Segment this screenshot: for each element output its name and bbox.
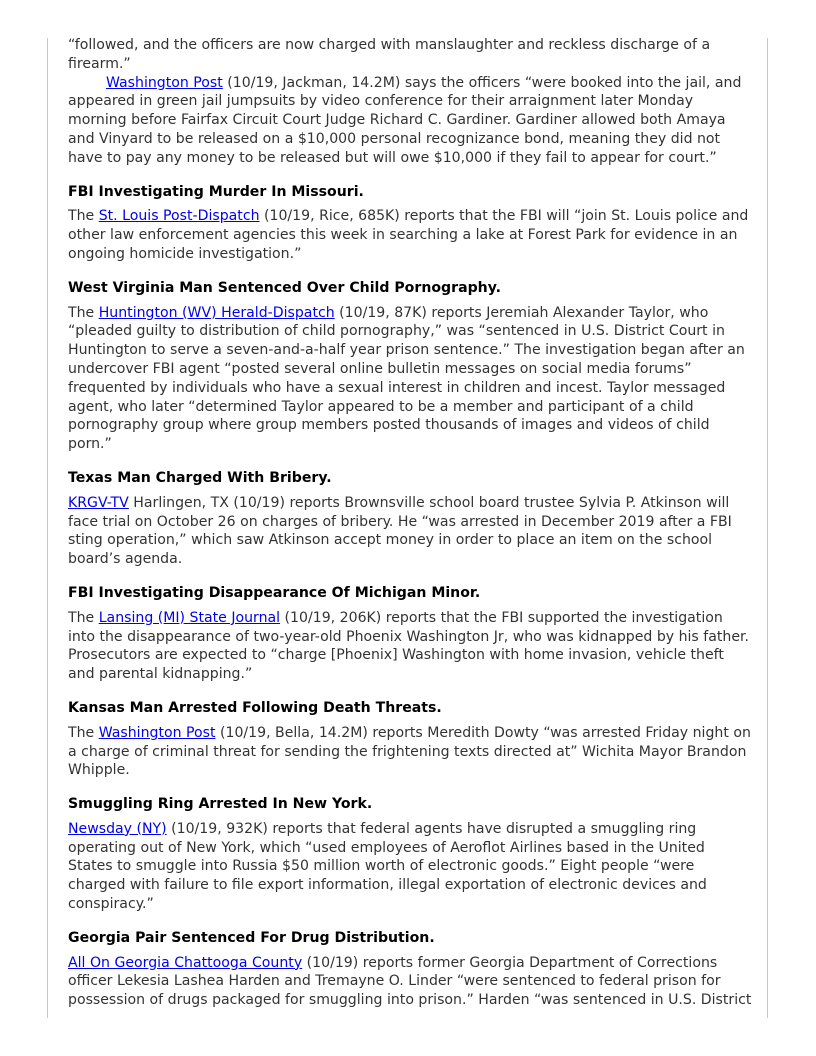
article-text: Harlingen, TX (10/19) reports Brownsville school board trustee Sylvia P. Atkinson will face trial on October 26 on charges of bribery. He “was arrested in December 2019 after a FBI sting operation,” which saw Atkinson accept money in order to place an item on the school board’s agenda.	[68, 494, 732, 568]
article	[68, 929, 752, 1010]
article-headline: Smuggling Ring Arrested In New York.	[68, 796, 373, 813]
article-headline: FBI Investigating Disappearance Of Michigan Minor.	[68, 584, 481, 601]
article-prefix: The	[68, 208, 99, 225]
article-text: (10/19, Rice, 685K) reports that the FBI will “join St. Louis police and other law enforcement agencies this week in searching a lake at Forest Park for evidence in an ongoing homicide investigation.”	[68, 208, 749, 262]
article-prefix: The	[68, 724, 99, 741]
source-link-washington-post[interactable]: Washington Post	[106, 74, 223, 91]
article-body	[68, 207, 752, 263]
article-headline: West Virginia Man Sentenced Over Child Pornography.	[68, 279, 501, 296]
news-clips-page	[68, 36, 752, 1010]
left-margin-rule	[47, 38, 48, 1018]
article-text: (10/19) reports former Georgia Department of Corrections officer Lekesia Lashea Harden and Tremayne O. Linder “were sentenced to federal prison for possession of drugs packaged for smuggling into prison.” Harden “was sentenced in U.S. District	[68, 954, 752, 1009]
article	[68, 699, 752, 780]
article	[68, 795, 752, 914]
article-text: (10/19, 206K) reports that the FBI supported the investigation into the disappearance of two-year-old Phoenix Washington Jr, who was kidnapped by his father. Prosecutors are expected to “charge [Phoenix] Washington with home invasion, vehicle theft and parental kidnapping.”	[68, 609, 749, 683]
article-text: (10/19, 932K) reports that federal agents have disrupted a smuggling ring operating out of New York, which “used employees of Aeroflot Airlines based in the United States to smuggle into Russia $50 million worth of electronic goods.” Eight people “were charged with failure to file export information, illegal exportation of electronic devices and conspiracy.”	[68, 820, 707, 913]
article-body	[68, 954, 752, 1010]
article-body	[68, 494, 752, 569]
article-prefix: The	[68, 609, 99, 626]
source-link[interactable]: St. Louis Post-Dispatch	[98, 208, 260, 225]
source-link[interactable]: KRGV-TV	[68, 494, 129, 511]
intro-paragraph-continuation: “followed, and the officers are now charged with manslaughter and reckless discharge of a firearm.”	[68, 37, 711, 72]
article-prefix: The	[68, 304, 99, 321]
article-headline: Kansas Man Arrested Following Death Threats.	[68, 699, 442, 716]
article-headline: FBI Investigating Murder In Missouri.	[68, 183, 364, 200]
article-text: (10/19, Bella, 14.2M) reports Meredith Dowty “was arrested Friday night on a charge of criminal threat for sending the frightening texts directed at” Wichita Mayor Brandon Whipple.	[68, 724, 751, 779]
intro-paragraph	[68, 74, 752, 168]
source-link[interactable]: Lansing (MI) State Journal	[98, 609, 281, 626]
source-link[interactable]: Huntington (WV) Herald-Dispatch	[98, 304, 335, 321]
article	[68, 584, 752, 684]
article-body	[68, 304, 752, 454]
article-headline: Texas Man Charged With Bribery.	[68, 469, 332, 486]
source-link[interactable]: Washington Post	[98, 724, 216, 741]
article-body	[68, 820, 752, 914]
article-body	[68, 609, 752, 684]
article	[68, 279, 752, 454]
article	[68, 469, 752, 569]
article-headline: Georgia Pair Sentenced For Drug Distribution.	[68, 929, 435, 946]
article	[68, 183, 752, 264]
right-margin-rule	[767, 38, 768, 1018]
source-link[interactable]: Newsday (NY)	[68, 820, 167, 837]
source-link[interactable]: All On Georgia Chattooga County	[68, 954, 303, 971]
article-text: (10/19, 87K) reports Jeremiah Alexander Taylor, who “pleaded guilty to distribution of child pornography,” was “sentenced in U.S. District Court in Huntington to serve a seven-and-a-half year prison sentence.” The investigation began after an undercover FBI agent “posted several online bulletin messages on social media forums” frequented by individuals who have a sexual interest in children and incest. Taylor messaged agent, who later “determined Taylor appeared to be a member and participant of a child pornography group where group members posted thousands of images and videos of child porn.”	[68, 304, 745, 453]
intro-paragraph-body: (10/19, Jackman, 14.2M) says the officers “were booked into the jail, and appeared in green jail jumpsuits by video conference for their arraignment later Monday morning before Fairfax Circuit Court Judge Richard C. Gardiner. Gardiner allowed both Amaya and Vinyard to be released on a $10,000 personal recognizance bond, meaning they did not have to pay any money to be released but will owe $10,000 if they fail to appear for court.”	[68, 74, 742, 166]
article-body	[68, 724, 752, 780]
